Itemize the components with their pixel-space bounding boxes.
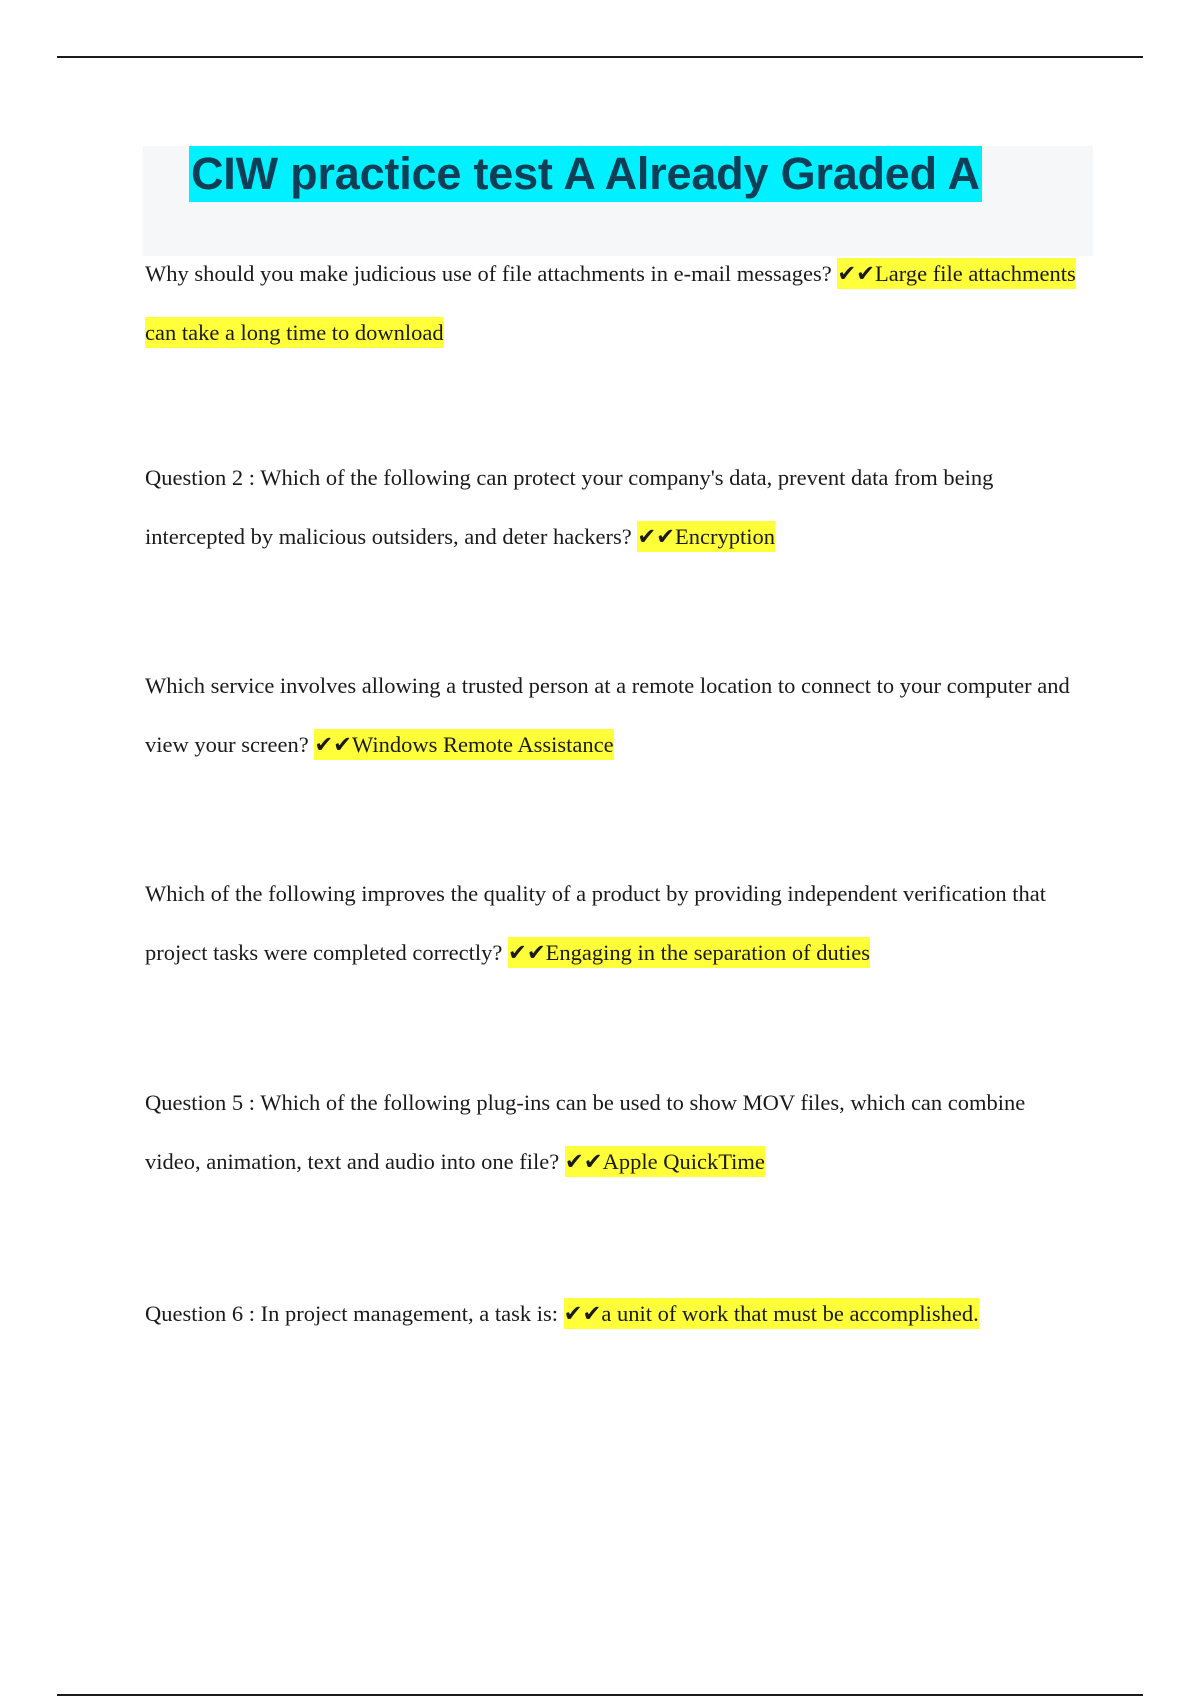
answer-highlight: ✔✔Encryption xyxy=(637,521,775,552)
answer-highlight: ✔✔Engaging in the separation of duties xyxy=(508,937,870,968)
answer-highlight: ✔✔a unit of work that must be accomplished. xyxy=(564,1298,979,1329)
question-text: Question 5 : Which of the following plug-ins can be used to show MOV files, which can combine video, animation, text and audio into one file? xyxy=(145,1090,1026,1174)
qa-item-3 xyxy=(145,656,1085,774)
qa-item-4 xyxy=(145,864,1085,982)
title-band xyxy=(143,146,1093,256)
bottom-rule xyxy=(57,1694,1143,1696)
question-text: Which of the following improves the quality of a product by providing independent verification that project tasks were completed correctly? xyxy=(145,881,1047,965)
question-text: Why should you make judicious use of file attachments in e-mail messages? xyxy=(145,261,832,286)
answer-highlight: ✔✔Large file attachments can take a long time to download xyxy=(145,258,1076,348)
qa-item-1 xyxy=(145,244,1085,362)
qa-item-2 xyxy=(145,448,1085,566)
qa-item-5 xyxy=(145,1073,1085,1191)
question-text: Question 6 : In project management, a task is: xyxy=(145,1301,559,1326)
question-text: Question 2 : Which of the following can protect your company's data, prevent data from being intercepted by malicious outsiders, and deter hackers? xyxy=(145,465,994,549)
qa-item-6 xyxy=(145,1284,1085,1343)
document-title: CIW practice test A Already Graded A xyxy=(189,146,982,202)
question-text: Which service involves allowing a trusted person at a remote location to connect to your computer and view your screen? xyxy=(145,673,1070,757)
answer-highlight: ✔✔Apple QuickTime xyxy=(565,1146,765,1177)
top-rule xyxy=(57,56,1143,58)
answer-highlight: ✔✔Windows Remote Assistance xyxy=(314,729,613,760)
